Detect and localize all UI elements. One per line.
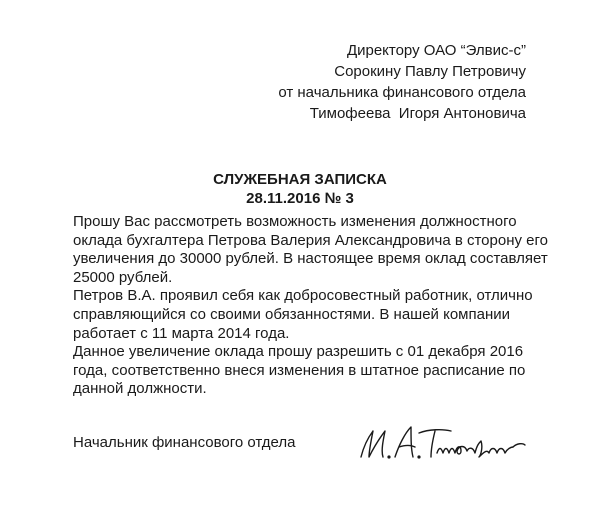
addressee-line-director: Директору ОАО “Элвис-с” xyxy=(346,42,526,59)
document-title: СЛУЖЕБНАЯ ЗАПИСКА xyxy=(213,171,387,188)
addressee-line-sender: Тимофеева Игоря Антоновича xyxy=(309,105,526,122)
signer-role: Начальник финансового отдела xyxy=(73,434,296,451)
body-line: Данное увеличение оклада прошу разрешить с 01 декабря 2016 xyxy=(73,343,524,361)
body-line: данной должности. xyxy=(73,380,207,398)
body-line: оклада бухгалтера Петрова Валерия Александровича в сторону его xyxy=(73,231,548,249)
handwritten-signature xyxy=(353,417,533,467)
addressee-line-name: Сорокину Павлу Петровичу xyxy=(334,63,526,80)
addressee-block xyxy=(216,40,526,124)
document-body xyxy=(73,213,553,399)
body-line: Петров В.А. проявил себя как добросовестный работник, отлично xyxy=(73,287,533,305)
body-line: увеличения до 30000 рублей. В настоящее время оклад составляет xyxy=(73,250,548,268)
addressee-line-from: от начальника финансового отдела xyxy=(278,84,526,101)
body-line: Прошу Вас рассмотреть возможность изменения должностного xyxy=(73,213,517,230)
signature-row xyxy=(73,427,533,477)
body-line: справляющийся со своими обязанностями. В нашей компании xyxy=(73,305,510,323)
body-line: 25000 рублей. xyxy=(73,268,173,286)
body-line: года, соответственно внеся изменения в штатное расписание по xyxy=(73,361,526,379)
body-line: работает с 11 марта 2014 года. xyxy=(73,324,290,342)
document-number-date: 28.11.2016 № 3 xyxy=(246,190,354,207)
document-header xyxy=(0,170,600,208)
